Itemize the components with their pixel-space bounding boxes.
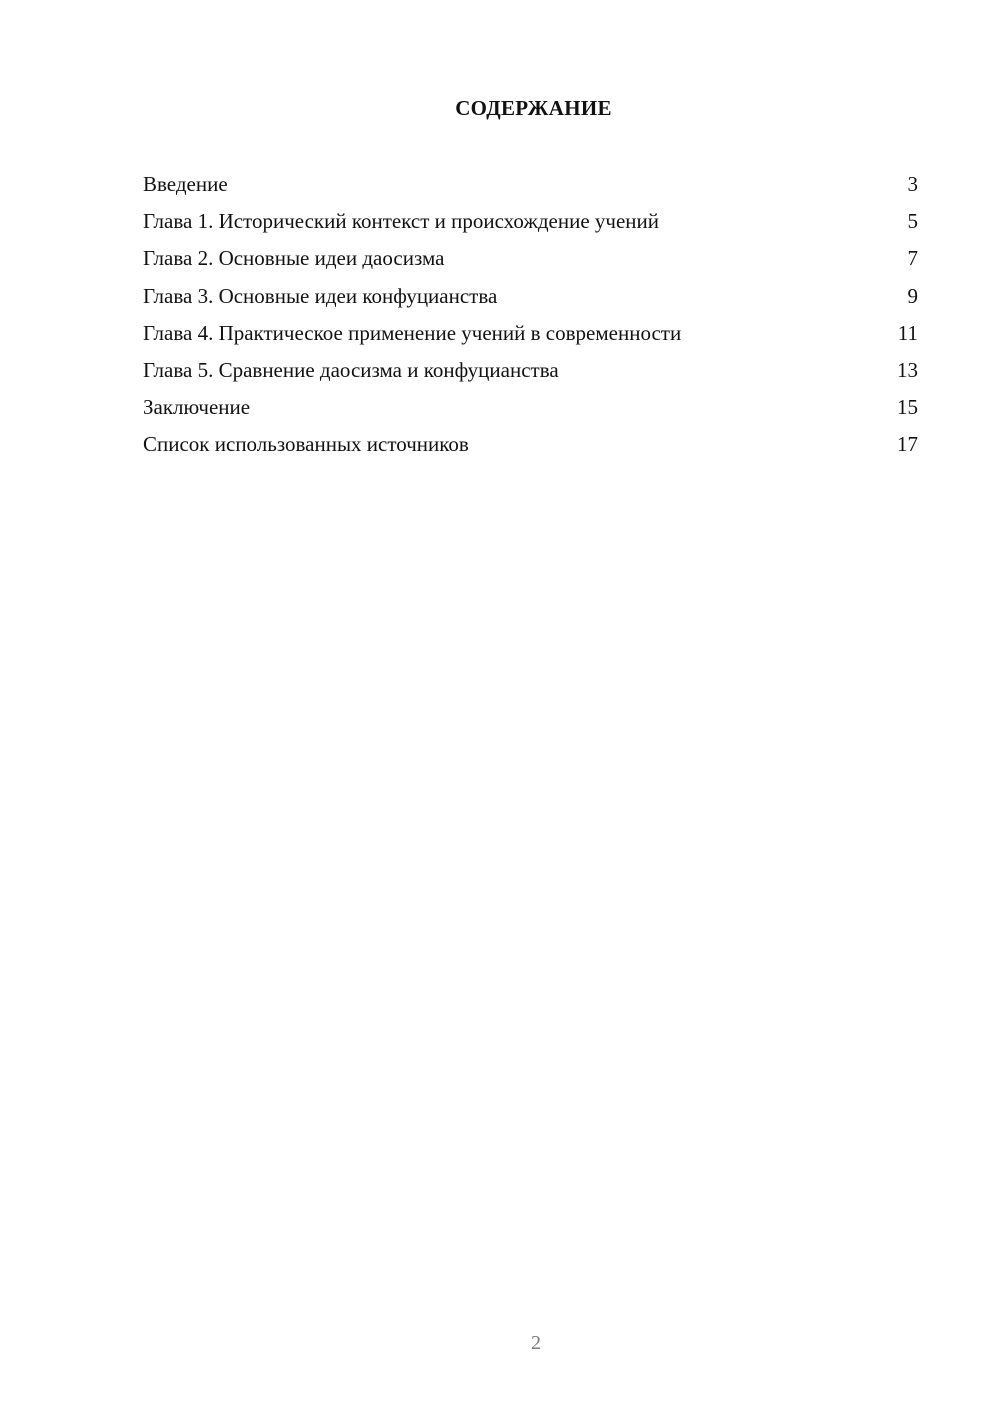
toc-entry-chapter-2[interactable]: [143, 242, 918, 279]
toc-entry-label: Глава 5. Сравнение даосизма и конфуцианства: [143, 357, 559, 382]
toc-entry-page: 3: [907, 172, 918, 196]
toc-entry-page: 13: [897, 357, 918, 382]
toc-entry-label: Глава 3. Основные идеи конфуцианства: [143, 283, 498, 308]
toc-entry-chapter-4[interactable]: [143, 317, 918, 354]
toc-entry-label: Глава 2. Основные идеи даосизма: [143, 246, 445, 271]
toc-entry-introduction[interactable]: [143, 168, 918, 205]
toc-entry-label: Глава 1. Исторический контекст и происхождение учений: [143, 209, 659, 234]
toc-entry-label: Заключение: [143, 395, 251, 420]
toc-entry-page: 15: [897, 395, 918, 420]
toc-entry-page: 17: [897, 432, 918, 457]
toc-entry-chapter-1[interactable]: [143, 205, 918, 242]
toc-entry-chapter-5[interactable]: [143, 354, 918, 391]
toc-entry-chapter-3[interactable]: [143, 280, 918, 317]
toc-entry-page: 11: [897, 320, 918, 345]
toc-entry-label: Список использованных источников: [143, 432, 469, 457]
toc-heading-container: [143, 96, 918, 121]
toc-entry-page: 5: [907, 209, 918, 234]
table-of-contents: [143, 168, 918, 466]
toc-entry-conclusion[interactable]: [143, 391, 918, 428]
toc-entry-references[interactable]: [143, 428, 918, 465]
toc-entry-page: 9: [907, 283, 918, 308]
toc-heading: СОДЕРЖАНИЕ: [455, 96, 612, 120]
toc-entry-page: 7: [907, 246, 918, 271]
footer-page-number: 2: [531, 1332, 541, 1354]
toc-entry-label: Введение: [143, 172, 228, 196]
toc-entry-label: Глава 4. Практическое применение учений в современности: [143, 320, 682, 345]
